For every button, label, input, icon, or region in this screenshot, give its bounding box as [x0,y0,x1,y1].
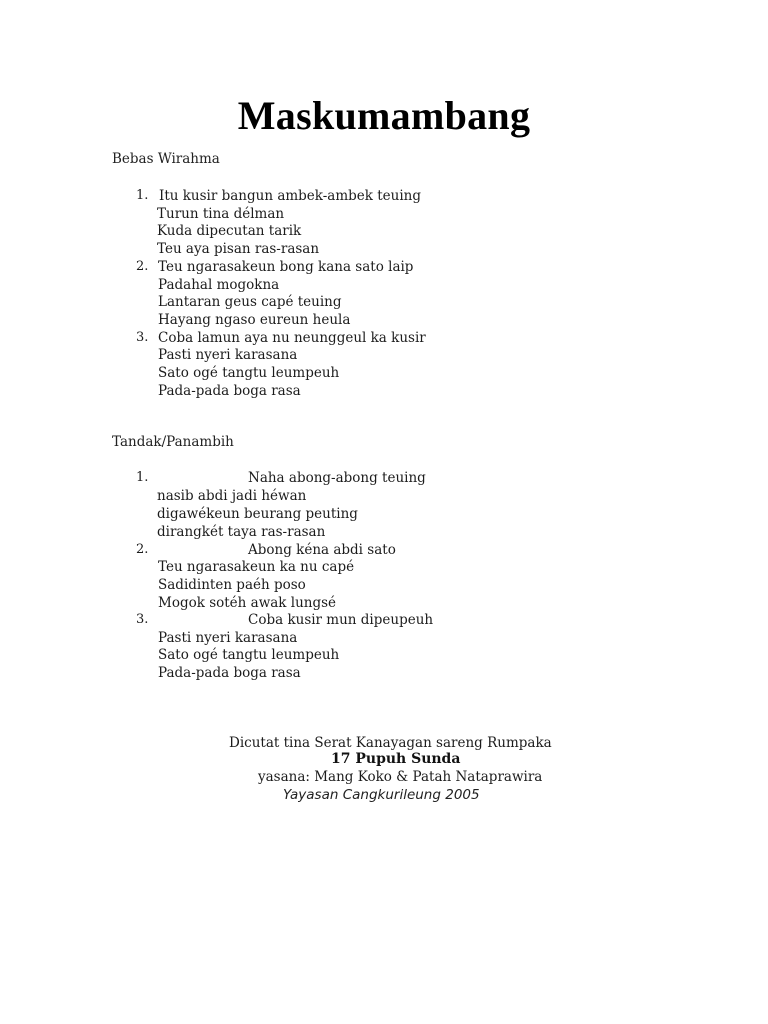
credit-authors: yasana: Mang Koko & Patah Nataprawira [258,769,543,785]
verse-line: Pasti nyeri karasana [158,630,298,646]
verse-line: Sato ogé tangtu leumpeuh [158,647,340,663]
credit-publisher: Yayasan Cangkurileung 2005 [283,787,480,803]
verse-line: Hayang ngaso eureun heula [158,312,351,328]
section-label-tandak-panambih: Tandak/Panambih [112,434,234,450]
verse-line: Teu aya pisan ras-rasan [157,241,320,257]
stanza-number: 2. [136,542,149,557]
verse-line: Turun tina délman [157,206,285,222]
stanza-number: 3. [136,612,149,627]
credit-book-title: 17 Pupuh Sunda [331,751,461,767]
credit-source: Dicutat tina Serat Kanayagan sareng Rumpaka [229,735,552,751]
verse-line: Padahal mogokna [158,277,280,293]
verse-line: Pasti nyeri karasana [158,347,298,363]
stanza-number: 1. [136,188,149,203]
verse-line: Coba lamun aya nu neunggeul ka kusir [158,330,426,346]
verse-line: Itu kusir bangun ambek-ambek teuing [159,188,422,204]
verse-line: Lantaran geus capé teuing [158,294,342,310]
verse-line: Naha abong-abong teuing [248,470,426,486]
verse-line: Sadidinten paéh poso [158,577,306,593]
stanza-number: 2. [136,259,149,274]
verse-line: Teu ngarasakeun ka nu capé [158,559,355,575]
verse-line: dirangkét taya ras-rasan [157,524,326,540]
stanza-number: 1. [136,470,149,485]
verse-line: digawékeun beurang peuting [157,506,358,522]
verse-line: Teu ngarasakeun bong kana sato laip [158,259,414,275]
verse-line: Sato ogé tangtu leumpeuh [158,365,340,381]
page-title: Maskumambang [237,93,531,138]
verse-line: Abong kéna abdi sato [248,542,396,558]
verse-line: Mogok sotéh awak lungsé [158,595,337,611]
verse-line: Pada-pada boga rasa [158,383,301,399]
stanza-number: 3. [136,330,149,345]
verse-line: Kuda dipecutan tarik [157,223,302,239]
verse-line: Coba kusir mun dipeupeuh [248,612,434,628]
section-label-bebas-wirahma: Bebas Wirahma [112,151,220,167]
verse-line: nasib abdi jadi héwan [157,488,307,504]
verse-line: Pada-pada boga rasa [158,665,301,681]
